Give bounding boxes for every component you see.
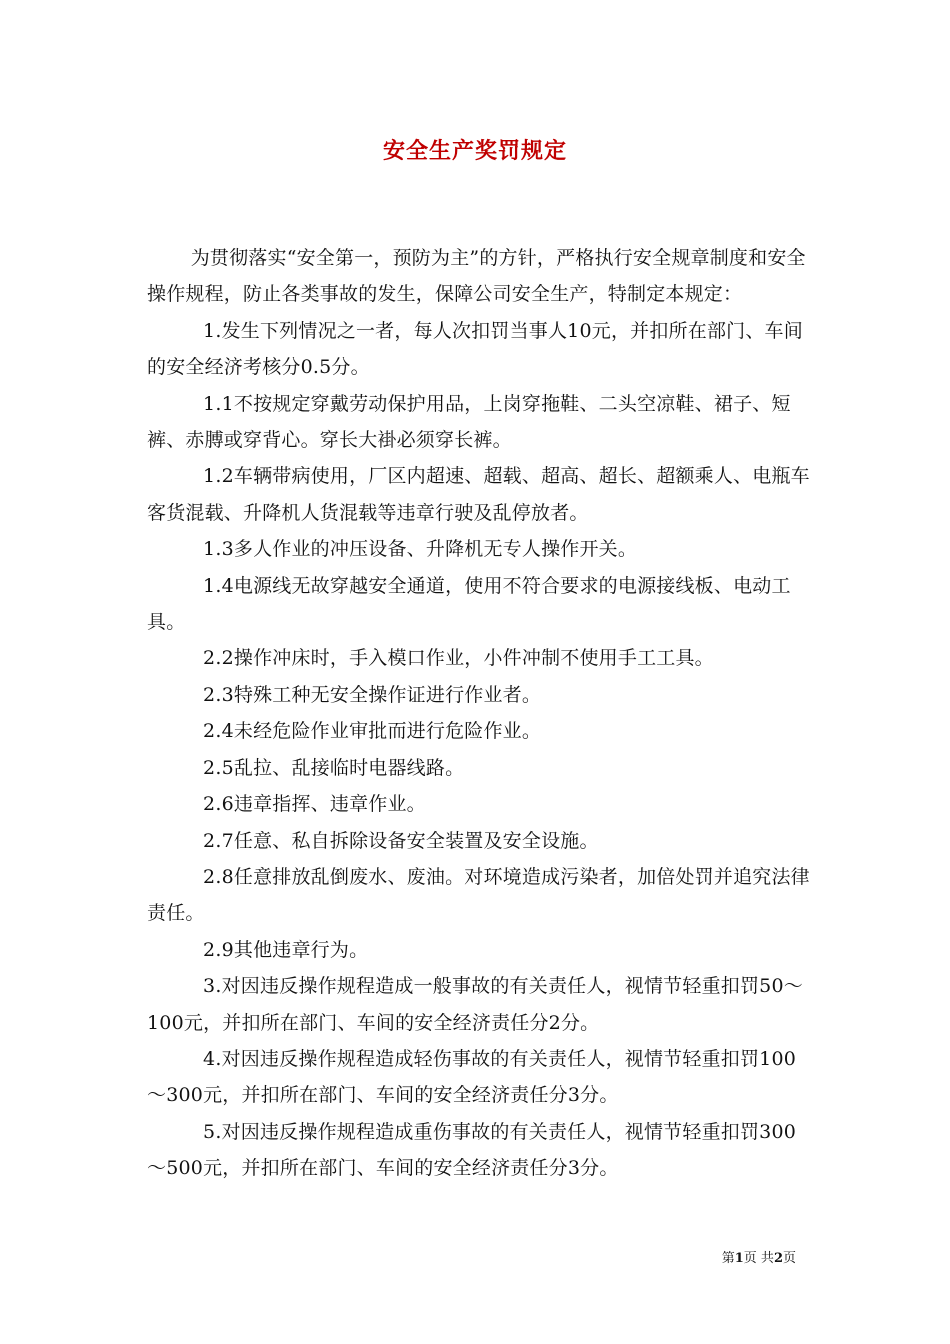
page-number-footer: [0, 1250, 796, 1268]
rule-paragraph: 2.8任意排放乱倒废水、废油。对环境造成污染者，加倍处罚并追究法律责任。: [147, 865, 810, 925]
rule-paragraph: 2.2操作冲床时，手入模口作业，小件冲制不使用手工工具。: [203, 647, 714, 670]
rule-paragraph: 2.4未经危险作业审批而进行危险作业。: [203, 720, 542, 743]
document-title: 安全生产奖罚规定: [382, 138, 567, 164]
rule-paragraph: 1.2车辆带病使用，厂区内超速、超载、超高、超长、超额乘人、电瓶车客货混载、升降机人货混载等违章行驶及乱停放者。: [147, 465, 810, 524]
rule-paragraph: 1.3多人作业的冲压设备、升降机无专人操作开关。: [203, 538, 638, 561]
rule-paragraph: 2.3特殊工种无安全操作证进行作业者。: [203, 683, 542, 706]
rule-paragraph: 3.对因违反操作规程造成一般事故的有关责任人，视情节轻重扣罚50～100元，并扣所在部门、车间的安全经济责任分2分。: [147, 975, 803, 1034]
rule-paragraph: 2.9其他违章行为。: [203, 938, 369, 961]
rule-paragraph: 2.5乱拉、乱接临时电器线路。: [203, 756, 465, 779]
footer-middle: 页 共: [743, 1251, 774, 1266]
rule-paragraph: 2.6违章指挥、违章作业。: [203, 793, 426, 816]
footer-suffix: 页: [782, 1251, 796, 1266]
rule-paragraph: 1.4电源线无故穿越安全通道，使用不符合要求的电源接线板、电动工具。: [147, 574, 791, 634]
rule-paragraph: 2.7任意、私自拆除设备安全装置及安全设施。: [203, 829, 599, 852]
document-body: [147, 240, 812, 1187]
total-pages-number: 2: [773, 1251, 783, 1266]
footer-prefix: 第: [721, 1251, 735, 1266]
rule-paragraph: 5.对因违反操作规程造成重伤事故的有关责任人，视情节轻重扣罚300～500元，并扣所在部门、车间的安全经济责任分3分。: [147, 1120, 797, 1180]
intro-paragraph: 为贯彻落实“安全第一，预防为主”的方针，严格执行安全规章制度和安全操作规程，防止各类事故的发生，保障公司安全生产，特制定本规定：: [147, 247, 806, 306]
current-page-number: 1: [734, 1251, 744, 1266]
rule-paragraph: 1.发生下列情况之一者，每人次扣罚当事人10元，并扣所在部门、车间的安全经济考核分0.5分。: [147, 319, 803, 379]
rule-paragraph: 1.1不按规定穿戴劳动保护用品，上岗穿拖鞋、二头空凉鞋、裙子、短裤、赤膊或穿背心。穿长大褂必须穿长裤。: [147, 392, 791, 452]
rule-paragraph: 4.对因违反操作规程造成轻伤事故的有关责任人，视情节轻重扣罚100～300元，并扣所在部门、车间的安全经济责任分3分。: [147, 1047, 797, 1107]
